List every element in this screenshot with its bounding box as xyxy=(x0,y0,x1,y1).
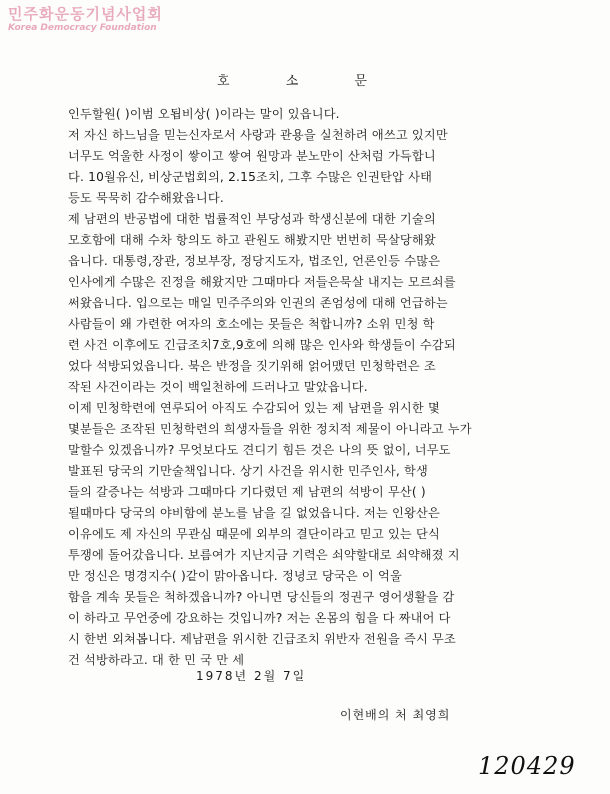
document-title: 호 소 문 xyxy=(217,74,393,89)
letter-line: 읍니다. 대통령,장관, 정보부장, 정당지도자, 법조인, 언론인등 수많은 xyxy=(68,254,441,268)
letter-line: 작된 사건이라는 것이 백일천하에 드러나고 말았읍니다. xyxy=(68,380,368,394)
letter-line: 제 남편의 반공법에 대한 법률적인 부당성과 학생신분에 대한 기술의 xyxy=(68,212,436,226)
letter-line: 이 하라고 무언중에 강요하는 것입니까? 저는 온몸의 힘을 다 짜내어 다 xyxy=(68,611,451,625)
letter-line: 다. 10월유신, 비상군법회의, 2.15조치, 그후 수많은 인권탄압 사태 xyxy=(68,170,433,184)
letter-body xyxy=(68,104,576,671)
logo-korean-text: 민주화운동기념사업회 xyxy=(8,5,163,23)
letter-line: 너무도 억울한 사정이 쌓이고 쌓여 원망과 분노만이 산처럼 가득합니 xyxy=(68,149,436,163)
letter-line: 이제 민청학련에 연루되어 아직도 수감되어 있는 제 남편을 위시한 몇 xyxy=(68,401,440,415)
letter-line: 말할수 있겠읍니까? 무엇보다도 견디기 힘든 것은 나의 뜻 없이, 너무도 xyxy=(68,443,451,457)
letter-line: 사람들이 왜 가련한 여자의 호소에는 못들은 척합니까? 소위 민청 학 xyxy=(68,317,435,331)
letter-line: 발표된 당국의 기만술책입니다. 상기 사건을 위시한 민주인사, 학생 xyxy=(68,464,428,478)
letter-line: 이유에도 제 자신의 무관심 때문에 외부의 결단이라고 믿고 있는 단식 xyxy=(68,527,440,541)
letter-line: 몇분들은 조작된 민청학련의 희생자들을 위한 정치적 제물이 아니라고 누가 xyxy=(68,422,472,436)
foundation-logo-watermark xyxy=(8,6,163,34)
letter-line: 었다 석방되었읍니다. 북은 반정을 짓기위해 얽어맸던 민청학련은 조 xyxy=(68,359,436,373)
letter-line: 인사에게 수많은 진정을 해왔지만 그때마다 저들은묵살 내지는 모르쇠를 xyxy=(68,275,456,289)
letter-line: 될때마다 당국의 야비함에 분노를 남을 길 없었읍니다. 저는 인왕산은 xyxy=(68,506,440,520)
letter-date: 1978년 2월 7일 xyxy=(196,669,307,683)
letter-line: 련 사건 이후에도 긴급조치7호,9호에 의해 많은 인사와 학생들이 수감되 xyxy=(68,338,456,352)
letter-line: 써왔읍니다. 입으로는 매일 민주주의와 인권의 존엄성에 대해 언급하는 xyxy=(68,296,448,310)
letter-line: 저 자신 하느님을 믿는신자로서 사랑과 관용을 실천하려 애쓰고 있지만 xyxy=(68,128,448,142)
letter-line: 들의 갈증나는 석방과 그때마다 기다렸던 제 남편의 석방이 무산( ) xyxy=(68,485,426,499)
letter-line: 투쟁에 돌어갔읍니다. 보름여가 지난지금 기력은 쇠약할대로 쇠약해졌 지 xyxy=(68,548,460,562)
letter-line: 함을 계속 못들은 척하겠읍니까? 아니면 당신들의 정권구 영어생활을 감 xyxy=(68,590,455,604)
letter-line: 시 한번 외쳐봅니다. 제남편을 위시한 긴급조치 위반자 전원을 즉시 무조 xyxy=(68,632,456,646)
letter-line: 모호함에 대해 수차 항의도 하고 관원도 해봤지만 번번히 묵살당해왔 xyxy=(68,233,436,247)
letter-line: 등도 묵묵히 감수해왔읍니다. xyxy=(68,191,224,205)
letter-line: 건 석방하라고. 대 한 민 국 만 세 xyxy=(68,653,245,667)
logo-english-text: Korea Democracy Foundation xyxy=(8,23,157,33)
letter-line: 인두할원( )이범 오됩비상( )이라는 말이 있읍니다. xyxy=(68,107,340,121)
handwritten-document-number: 120429 xyxy=(478,752,576,780)
letter-signature: 이현배의 처 최영희 xyxy=(340,708,451,722)
letter-line: 만 정신은 명경지수( )같이 맑아옵니다. 정녕코 당국은 이 억울 xyxy=(68,569,402,583)
